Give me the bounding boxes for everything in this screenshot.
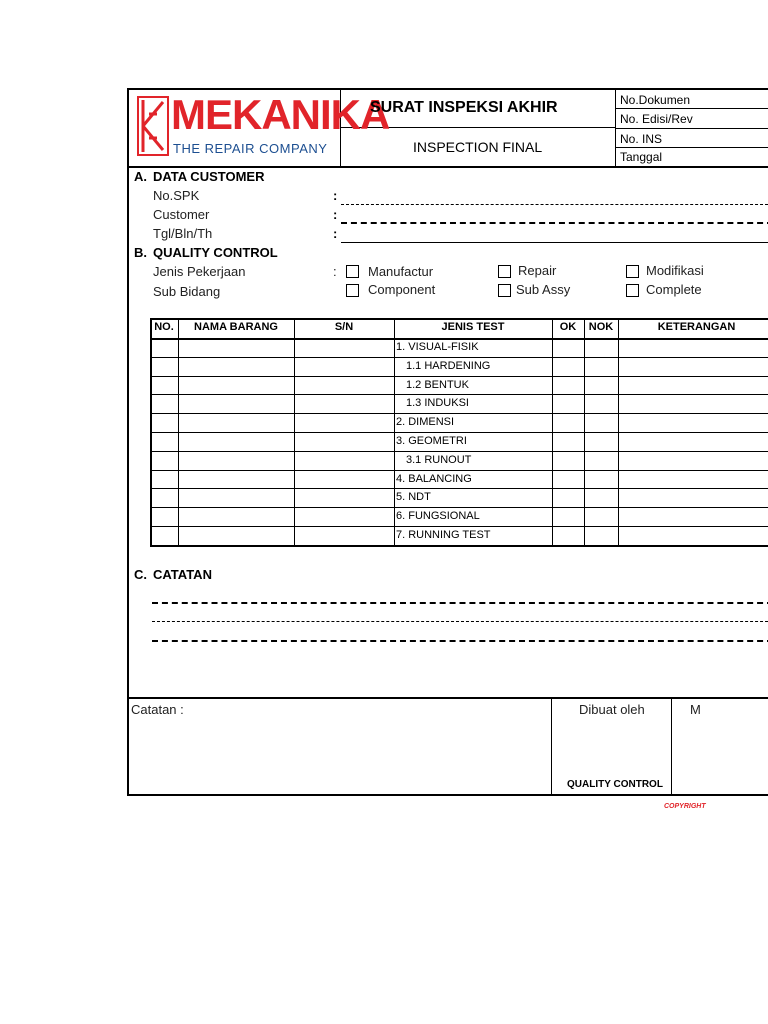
option-repair: Repair (518, 263, 557, 278)
doc-field-no-edisi: No. Edisi/Rev (620, 112, 693, 126)
section-a-letter: A. (134, 169, 147, 184)
ok-cell[interactable] (554, 415, 582, 430)
logo-mark-icon (137, 96, 169, 156)
table-header-no: NO. (154, 321, 174, 333)
table-row-jenis-test: 1.3 INDUKSI (406, 397, 469, 410)
option-sub-assy: Sub Assy (516, 282, 571, 297)
ok-cell[interactable] (554, 340, 582, 355)
table-header-s-n: S/N (334, 321, 354, 333)
field-label-no-spk: No.SPK (153, 188, 200, 203)
doc-line-2 (615, 128, 768, 129)
ok-cell[interactable] (554, 396, 582, 411)
table-top-line (150, 318, 768, 320)
table-row-jenis-test: 3.1 RUNOUT (406, 453, 472, 466)
table-header-nok: NOK (588, 321, 614, 333)
colon: : (333, 264, 337, 279)
table-row-line (150, 451, 768, 452)
next-column-label: M (690, 702, 701, 717)
form-subtitle: INSPECTION FINAL (413, 139, 543, 155)
ok-cell[interactable] (554, 434, 582, 449)
logo-name: MEKANIKA (171, 91, 390, 138)
logo-tagline: THE REPAIR COMPANY (173, 141, 328, 156)
nok-cell[interactable] (586, 453, 616, 468)
doc-field-tanggal: Tanggal (620, 150, 663, 164)
table-row-line (150, 394, 768, 395)
table-header-nama-barang: NAMA BARANG (194, 321, 278, 333)
nok-cell[interactable] (586, 340, 616, 355)
field-label-tgl: Tgl/Bln/Th (153, 226, 213, 241)
option-modifikasi: Modifikasi (646, 263, 704, 278)
ok-cell[interactable] (554, 490, 582, 505)
option-complete: Complete (646, 282, 702, 297)
section-b-letter: B. (134, 245, 147, 260)
field-label-customer: Customer (153, 207, 210, 222)
table-header-line (150, 338, 768, 340)
nok-cell[interactable] (586, 434, 616, 449)
option-component: Component (368, 282, 436, 297)
nok-cell[interactable] (586, 359, 616, 374)
catatan-line-1[interactable] (152, 602, 768, 604)
table-row-jenis-test: 1. VISUAL-FISIK (396, 341, 479, 353)
ok-cell[interactable] (554, 528, 582, 543)
checkbox-modifikasi[interactable] (626, 265, 639, 278)
jenis-pekerjaan-label: Jenis Pekerjaan (153, 264, 246, 279)
table-header-jenis-test: JENIS TEST (441, 321, 505, 333)
table-row-jenis-test: 7. RUNNING TEST (396, 529, 491, 541)
nok-cell[interactable] (586, 472, 616, 487)
footer-divider-1 (551, 698, 552, 794)
header-bottom-line (129, 166, 768, 168)
ok-cell[interactable] (554, 359, 582, 374)
nok-cell[interactable] (586, 490, 616, 505)
table-header-ok: OK (559, 321, 577, 333)
table-row-line (150, 545, 768, 547)
nok-cell[interactable] (586, 415, 616, 430)
footer-catatan-label: Catatan : (131, 702, 184, 717)
table-row-jenis-test: 5. NDT (396, 491, 431, 504)
table-row-line (150, 470, 768, 471)
colon: : (333, 226, 338, 241)
table-row-jenis-test: 1.2 BENTUK (406, 378, 469, 391)
dibuat-oleh-label: Dibuat oleh (579, 702, 645, 717)
customer-input-line[interactable] (341, 222, 768, 224)
ok-cell[interactable] (554, 472, 582, 487)
catatan-line-3[interactable] (152, 640, 768, 642)
table-row-line (150, 488, 768, 489)
footer-top-line (129, 697, 768, 699)
copyright-text: COPYRIGHT (664, 803, 706, 810)
table-row-jenis-test: 1.1 HARDENING (406, 359, 491, 372)
ok-cell[interactable] (554, 509, 582, 524)
footer-divider-2 (671, 698, 672, 794)
checkbox-sub-assy[interactable] (498, 284, 511, 297)
section-a-heading: DATA CUSTOMER (153, 169, 265, 184)
table-header-keterangan: KETERANGAN (657, 321, 736, 333)
table-row-line (150, 432, 768, 433)
table-row-line (150, 413, 768, 414)
nok-cell[interactable] (586, 378, 616, 393)
colon: : (333, 207, 338, 222)
checkbox-component[interactable] (346, 284, 359, 297)
table-row-line (150, 357, 768, 358)
catatan-line-2[interactable] (152, 621, 768, 622)
checkbox-manufactur[interactable] (346, 265, 359, 278)
table-row-jenis-test: 6. FUNGSIONAL (396, 510, 480, 523)
sub-bidang-label: Sub Bidang (153, 284, 221, 299)
nok-cell[interactable] (586, 396, 616, 411)
inspection-table (150, 318, 768, 548)
nok-cell[interactable] (586, 509, 616, 524)
section-c-heading: CATATAN (153, 567, 212, 582)
no-spk-input-line[interactable] (341, 204, 768, 205)
ok-cell[interactable] (554, 453, 582, 468)
section-c-letter: C. (134, 567, 147, 582)
doc-line-1 (615, 108, 768, 109)
nok-cell[interactable] (586, 528, 616, 543)
option-manufactur: Manufactur (368, 264, 434, 279)
table-row-line (150, 507, 768, 508)
ok-cell[interactable] (554, 378, 582, 393)
colon: : (333, 188, 338, 203)
doc-line-3 (615, 147, 768, 148)
table-row-jenis-test: 2. DIMENSI (396, 416, 455, 429)
checkbox-complete[interactable] (626, 284, 639, 297)
qc-signature-label: QUALITY CONTROL (567, 779, 663, 790)
table-row-jenis-test: 3. GEOMETRI (396, 435, 467, 447)
doc-field-no-dokumen: No.Dokumen (620, 93, 691, 107)
table-row-jenis-test: 4. BALANCING (396, 472, 472, 485)
form-title: SURAT INSPEKSI AKHIR (370, 99, 558, 116)
tgl-input-line[interactable] (341, 242, 768, 243)
checkbox-repair[interactable] (498, 265, 511, 278)
section-b-heading: QUALITY CONTROL (153, 245, 278, 260)
company-logo (137, 91, 390, 160)
table-row-line (150, 376, 768, 377)
table-row-line (150, 526, 768, 527)
doc-field-no-ins: No. INS (620, 132, 663, 146)
